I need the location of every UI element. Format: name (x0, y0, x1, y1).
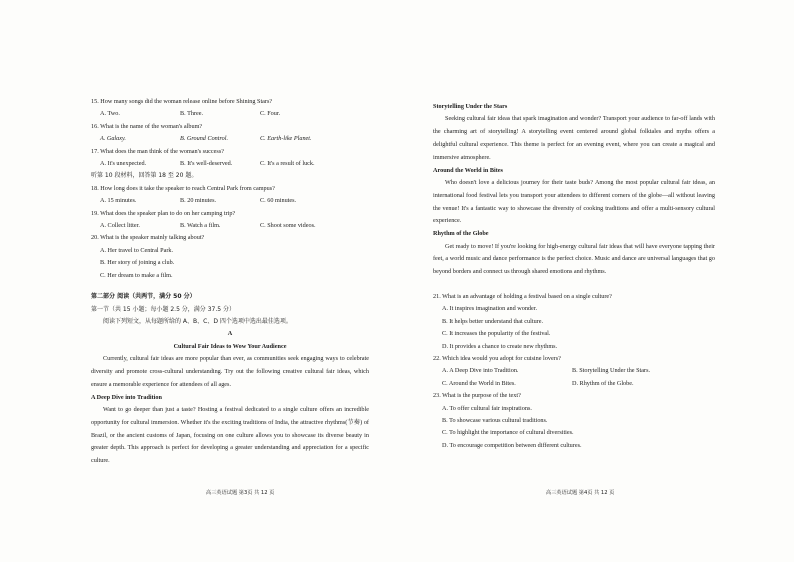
option-c: C. It increases the popularity of the festival. (442, 330, 551, 338)
passage-intro: Currently, cultural fair ideas are more popular than ever, as communities seek engaging ways to celebrate diversity and promote cross-cultural understanding. Try out the following creative cultural fair ideas, which ensure a memorable experience for attendees of all ages. (91, 355, 369, 388)
question-19-stem: 19. What does the speaker plan to do on her camping trip? (91, 209, 236, 217)
left-page-column (91, 96, 369, 468)
listening-10-instruction: 听第 10 段材料，回答第 18 至 20 题。 (91, 172, 198, 180)
option-b: B. Ground Control. (180, 135, 229, 143)
section-heading-tradition: A Deep Dive into Tradition (91, 393, 162, 401)
option-a: A. To offer cultural fair inspirations. (442, 404, 532, 412)
question-15-stem: 15. How many songs did the woman release online before Shining Stars? (91, 98, 273, 105)
question-15-options (91, 108, 369, 120)
question-16-stem: 16. What is the name of the woman's album? (91, 122, 203, 130)
part-2-heading: 第二部分 阅读（共两节，满分 50 分） (91, 293, 196, 301)
question-17-stem: 17. What does the man think of the woman's success? (91, 147, 224, 155)
option-b: B. Her story of joining a club. (100, 259, 175, 267)
question-16-options (91, 133, 369, 145)
option-a: A. 15 minutes. (100, 197, 137, 205)
option-d: D. To encourage competition between different cultures. (442, 441, 582, 449)
question-18-stem: 18. How long does it take the speaker to reach Central Park from campus? (91, 184, 275, 192)
option-c: C. Around the World in Bites. (442, 379, 516, 387)
right-page-footer: 高三英语试题 第4页 共 12 页 (546, 490, 615, 496)
option-a: A. A Deep Dive into Tradition. (442, 367, 519, 375)
question-22-options-ab (433, 365, 715, 377)
paragraph-rhythm: Get ready to move! If you're looking for high-energy cultural fair ideas that will have everyone tapping their feet, a world music and dance performance is the perfect choice. Music and dance are universal languages that go beyond borders and connect us through shared emotions and rhythms. (433, 242, 715, 276)
question-21-stem: 21. What is an advantage of holding a festival based on a single culture? (433, 292, 612, 300)
left-page-footer: 高三英语试题 第3页 共 12 页 (206, 490, 275, 496)
passage-letter: A (227, 330, 233, 338)
option-c: C. 60 minutes. (260, 197, 297, 205)
passage-title: Cultural Fair Ideas to Wow Your Audience (173, 342, 287, 350)
paragraph-bites: Who doesn't love a delicious journey for their taste buds? Among the most popular cultural fair ideas, an international food festival lets you transport your attendees to different corners of the globe—all without leaving the venue! It's a fantastic way to showcase the diversity of cooking traditions and offer a multi-sensory cultural experience. (433, 179, 715, 225)
option-a: A. It inspires imagination and wonder. (442, 305, 538, 313)
paragraph-storytelling: Seeking cultural fair ideas that spark imagination and wonder? Transport your audience to far-off lands with the charming art of storytelling! A storytelling event centered around global folktales and myths offers a delightful cultural experience. This theme is perfect for an evening event, where you can create a magical and immersive atmosphere. (433, 115, 715, 161)
question-17-options (91, 158, 369, 170)
option-a: A. Her travel to Central Park. (100, 246, 174, 254)
option-d: D. It provides a chance to create new rhythms. (442, 342, 558, 350)
question-22-options-cd (433, 378, 715, 390)
section-heading-storytelling: Storytelling Under the Stars (433, 103, 508, 110)
option-c: C. To highlight the importance of cultural diversities. (442, 429, 574, 437)
option-b: B. It helps better understand that culture. (442, 317, 544, 325)
option-b: B. It's well-deserved. (180, 160, 233, 168)
option-b: B. 20 minutes. (180, 197, 217, 205)
question-19-options (91, 220, 369, 232)
option-b: B. Storytelling Under the Stars. (572, 367, 651, 375)
section-heading-rhythm: Rhythm of the Globe (433, 230, 489, 238)
option-b: B. To showcase various cultural traditions. (442, 417, 548, 425)
option-c: C. Earth-like Planet. (260, 135, 312, 143)
question-22-stem: 22. Which idea would you adopt for cuisine lovers? (433, 355, 561, 363)
question-20-stem: 20. What is the speaker mainly talking about? (91, 234, 205, 242)
section-heading-bites: Around the World in Bites (433, 166, 503, 174)
option-b: B. Watch a film. (180, 222, 221, 230)
option-a: A. Collect litter. (100, 222, 140, 230)
option-a: A. It's unexpected. (100, 160, 147, 168)
option-b: B. Three. (180, 110, 204, 118)
option-a: A. Two. (100, 110, 120, 118)
question-23-stem: 23. What is the purpose of the text? (433, 392, 521, 400)
option-a: A. Galaxy. (100, 135, 126, 143)
option-d: D. Rhythm of the Globe. (572, 379, 634, 387)
question-18-options (91, 195, 369, 207)
reading-instruction: 阅读下列短文，从每题所给的 A、B、C、D 四个选项中选出最佳选项。 (103, 317, 292, 325)
option-c: C. It's a result of luck. (260, 160, 315, 168)
section-1-heading: 第一节（共 15 小题；每小题 2.5 分，满分 37.5 分） (91, 305, 235, 313)
option-c: C. Her dream to make a film. (100, 271, 173, 279)
paragraph-tradition: Want to go deeper than just a taste? Hosting a festival dedicated to a single culture offers an incredible opportunity for cultural immersion. Whether it's the exciting traditions of India, the attractive rhythms(节奏) of Brazil, or the ancient customs of Japan, focusing on one culture allows you to showcase its diverse beauty in greater depth. This approach is perfect for developing a greater understanding and appreciation for a specific culture. (91, 405, 369, 465)
option-c: C. Four. (260, 110, 281, 118)
right-page-column (433, 101, 715, 452)
option-c: C. Shoot some videos. (260, 222, 316, 230)
